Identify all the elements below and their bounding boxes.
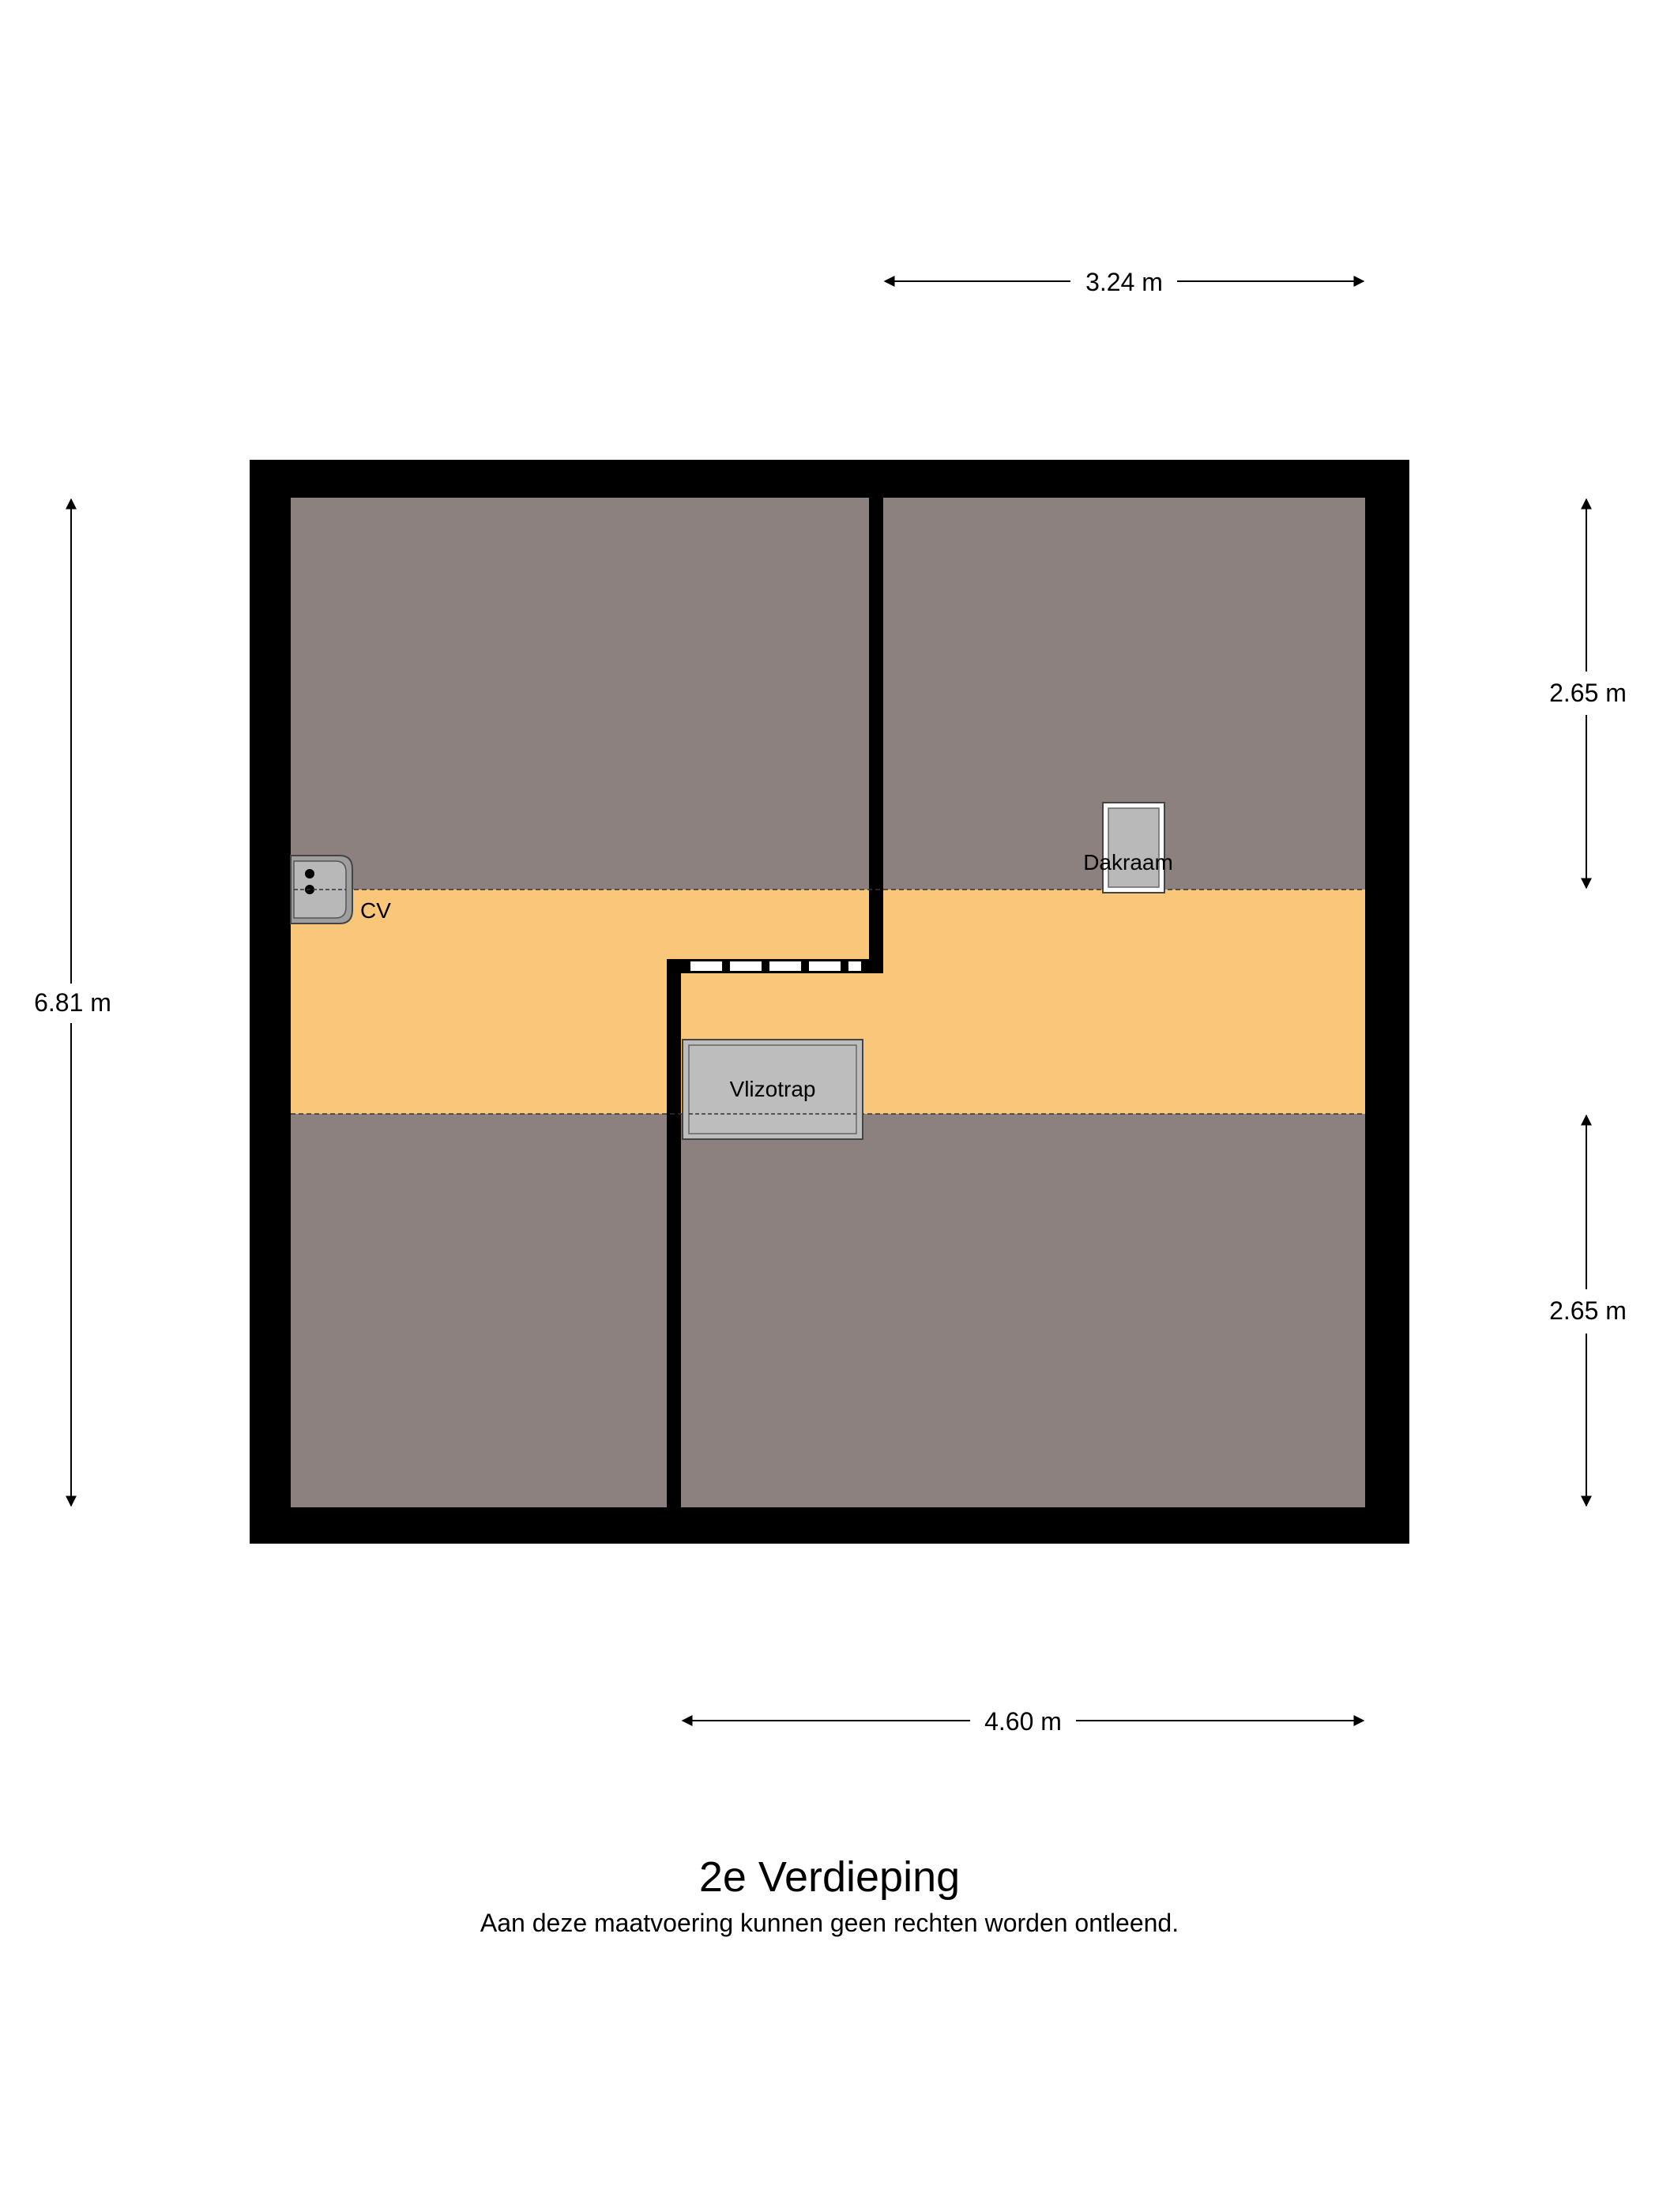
dimension-left	[34, 499, 111, 1506]
dimension-right-lower	[1549, 1115, 1627, 1506]
svg-text:2.65 m: 2.65 m	[1549, 1296, 1627, 1325]
roof-window	[1103, 803, 1164, 893]
roof-window-label: Dakraam	[1083, 850, 1173, 875]
door-opening	[690, 960, 861, 972]
svg-text:6.81 m: 6.81 m	[34, 988, 111, 1017]
svg-text:3.24 m: 3.24 m	[1085, 268, 1163, 296]
floor-title: 2e Verdieping	[698, 1853, 961, 1901]
loft-ladder-label: Vlizotrap	[729, 1077, 816, 1101]
room-lower-left	[291, 1114, 667, 1507]
disclaimer-text: Aan deze maatvoering kunnen geen rechten worden ontleend.	[480, 1909, 1179, 1937]
room-lower-right	[681, 1114, 1365, 1507]
svg-text:4.60 m: 4.60 m	[984, 1707, 1062, 1736]
dimension-bottom	[683, 1707, 1364, 1736]
interior-wall-upper	[869, 498, 883, 973]
svg-text:2.65 m: 2.65 m	[1549, 679, 1627, 707]
cv-label: CV	[360, 898, 391, 923]
dimension-top	[885, 268, 1364, 296]
room-upper-left	[291, 498, 869, 890]
cv-boiler	[291, 856, 352, 924]
interior-wall-lower	[667, 959, 681, 1507]
dimension-right-upper	[1549, 499, 1627, 888]
